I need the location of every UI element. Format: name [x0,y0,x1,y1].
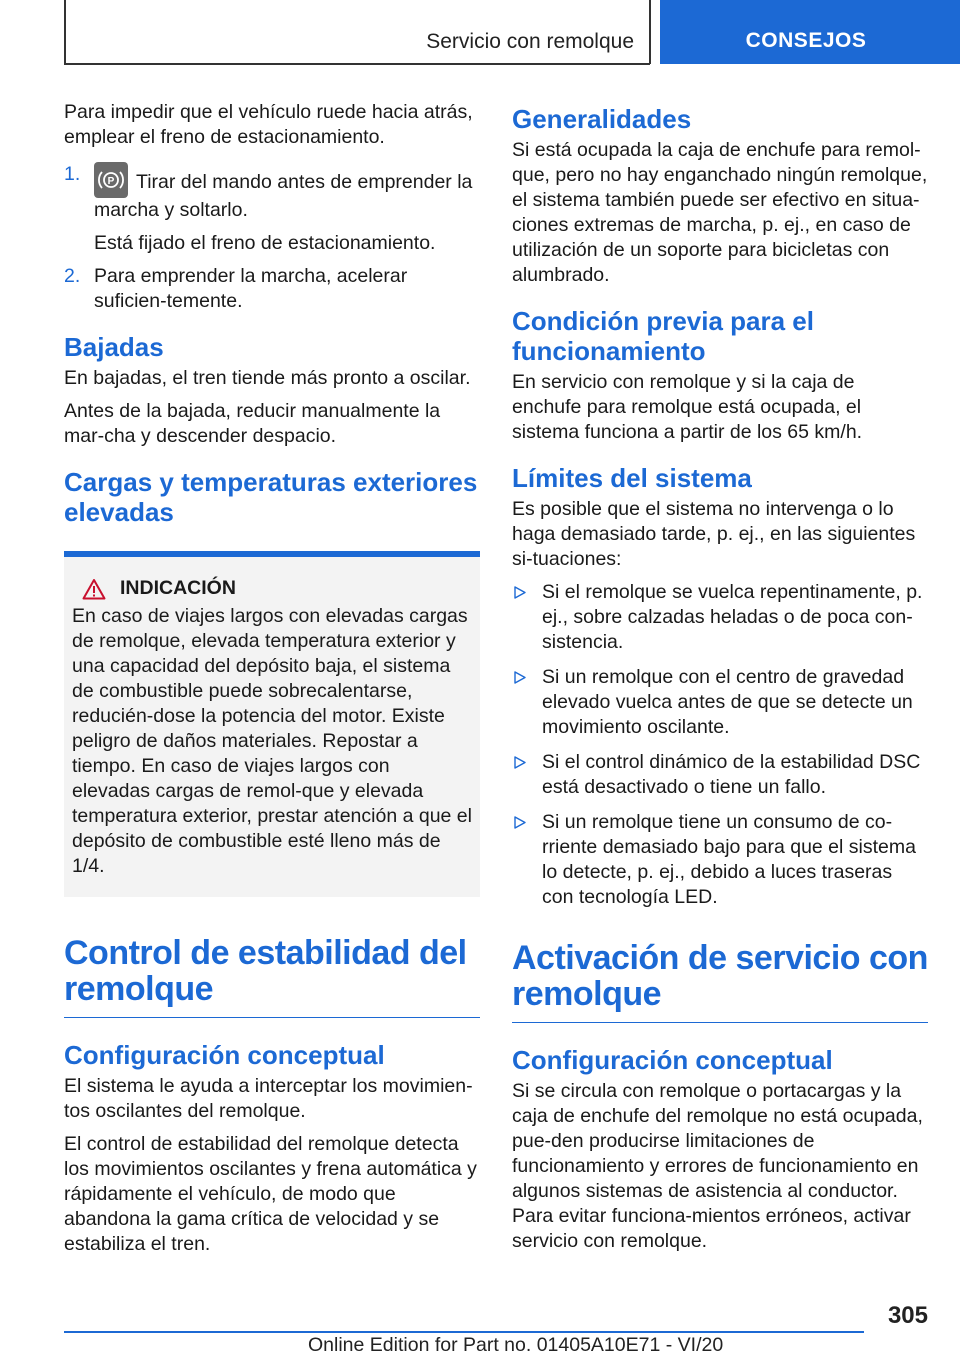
header-section-title: Servicio con remolque [426,30,634,53]
list-item-text: Si un remolque tiene un consumo de co-rriente demasiado bajo para que el sistema lo detecte, p. ej., debido a luces traseras con tecnología LED. [542,811,916,908]
generalidades-paragraph: Si está ocupada la caja de enchufe para remol-que, pero no hay enganchado ningún remolque, el sistema también puede ser efectivo en situa-ciones extremas de marcha, p. ej., en caso de utilización de un soporte para bicicletas con alumbrado. [512,139,928,286]
config-right-paragraph: Si se circula con remolque o portacargas y la caja de enchufe del remolque no está ocupada, pue-den producirse limitaciones de funcionamiento y errores de funcionamiento en algunos sistemas de asistencia al conductor. Para evitar funciona-mientos erróneos, activar servicio con remolque. [512,1080,923,1252]
triangle-bullet-icon [514,756,526,769]
section-heading-config-right: Configuración conceptual [512,1045,833,1075]
config-paragraph-1: El sistema le ayuda a interceptar los movimien-tos oscilantes del remolque. [64,1075,473,1122]
step-text: Tirar del mando antes de emprender la marcha y soltarlo. [94,171,473,221]
limites-paragraph: Es posible que el sistema no intervenga o lo haga demasiado tarde, p. ej., en las siguientes si-tuaciones: [512,498,916,570]
header-divider-mid [649,0,651,64]
warning-triangle-icon [82,578,106,600]
chapter-heading-wrap [512,940,928,1023]
list-item-text: Si un remolque con el centro de gravedad elevado vuelca antes de que se detecte un movimiento oscilante. [542,666,913,738]
right-column [512,100,928,1262]
bajadas-paragraph-1: En bajadas, el tren tiende más pronto a oscilar. [64,367,471,389]
step-result: Está fijado el freno de estacionamiento. [94,232,436,254]
list-item [512,810,928,910]
chapter-heading-control: Control de estabilidad del remolque [64,934,467,1008]
section-heading-limites: Límites del sistema [512,463,752,493]
steps-list [64,162,480,314]
page-number: 305 [887,1302,928,1329]
list-item-text: Si el control dinámico de la estabilidad DSC está desactivado o tiene un fallo. [542,751,921,798]
header-divider-bottom [64,63,650,65]
bajadas-paragraph-2: Antes de la bajada, reducir manualmente la mar-cha y descender despacio. [64,400,441,447]
footer-edition: Online Edition for Part no. 01405A10E71 - VI/20 [308,1334,724,1356]
step-number: 2. [64,265,81,287]
header-chapter-tab[interactable]: CONSEJOS [660,0,960,64]
section-heading-cargas: Cargas y temperaturas exteriores elevadas [64,467,478,527]
section-heading-bajadas: Bajadas [64,332,164,362]
section-heading-config: Configuración conceptual [64,1040,385,1070]
triangle-bullet-icon [514,586,526,599]
config-paragraph-2: El control de estabilidad del remolque detecta los movimientos oscilantes y frena automática y rápidamente el vehículo, de modo que abandona la gama crítica de velocidad y se estabiliza el tren. [64,1133,477,1255]
header-divider-left [64,0,66,64]
chapter-heading-wrap [64,935,480,1018]
section-heading-condicion: Condición previa para el funcionamiento [512,306,814,366]
step-number: 1. [64,163,81,185]
parking-brake-icon [94,162,128,198]
chapter-heading-activacion: Activación de servicio con remolque [512,939,928,1013]
condicion-paragraph: En servicio con remolque y si la caja de enchufe para remolque está ocupada, el sistema funciona a partir de los 65 km/h. [512,371,863,443]
list-item [512,580,928,655]
step-text: Para emprender la marcha, acelerar suficien-temente. [94,265,408,312]
svg-text:P: P [107,176,115,187]
step-item [64,264,480,314]
list-item [512,665,928,740]
triangle-bullet-icon [514,816,526,829]
notice-box [64,551,480,897]
intro-paragraph: Para impedir que el vehículo ruede hacia atrás, emplear el freno de estacionamiento. [64,101,473,148]
left-column [64,100,480,1265]
list-item-text: Si el remolque se vuelca repentinamente, p. ej., sobre calzadas heladas o de poca con-sistencia. [542,581,923,653]
limits-list [512,580,928,910]
step-item [64,162,480,256]
notice-label: INDICACIÓN [120,577,236,599]
footer-divider [64,1331,864,1333]
section-heading-generalidades: Generalidades [512,104,692,134]
list-item [512,750,928,800]
triangle-bullet-icon [514,671,526,684]
notice-text: En caso de viajes largos con elevadas cargas de remolque, elevada temperatura exterior y una capacidad del depósito baja, el sistema de combustible puede sobrecalentarse, reducién-dose la potencia del motor. Existe peligro de daños materiales. Repostar a tiempo. En caso de viajes largos con elevadas cargas de remol-que y elevada temperatura exterior, prestar atención a que el depósito de combustible esté lleno más de 1/4. [72,605,472,877]
notice-header [72,577,472,600]
